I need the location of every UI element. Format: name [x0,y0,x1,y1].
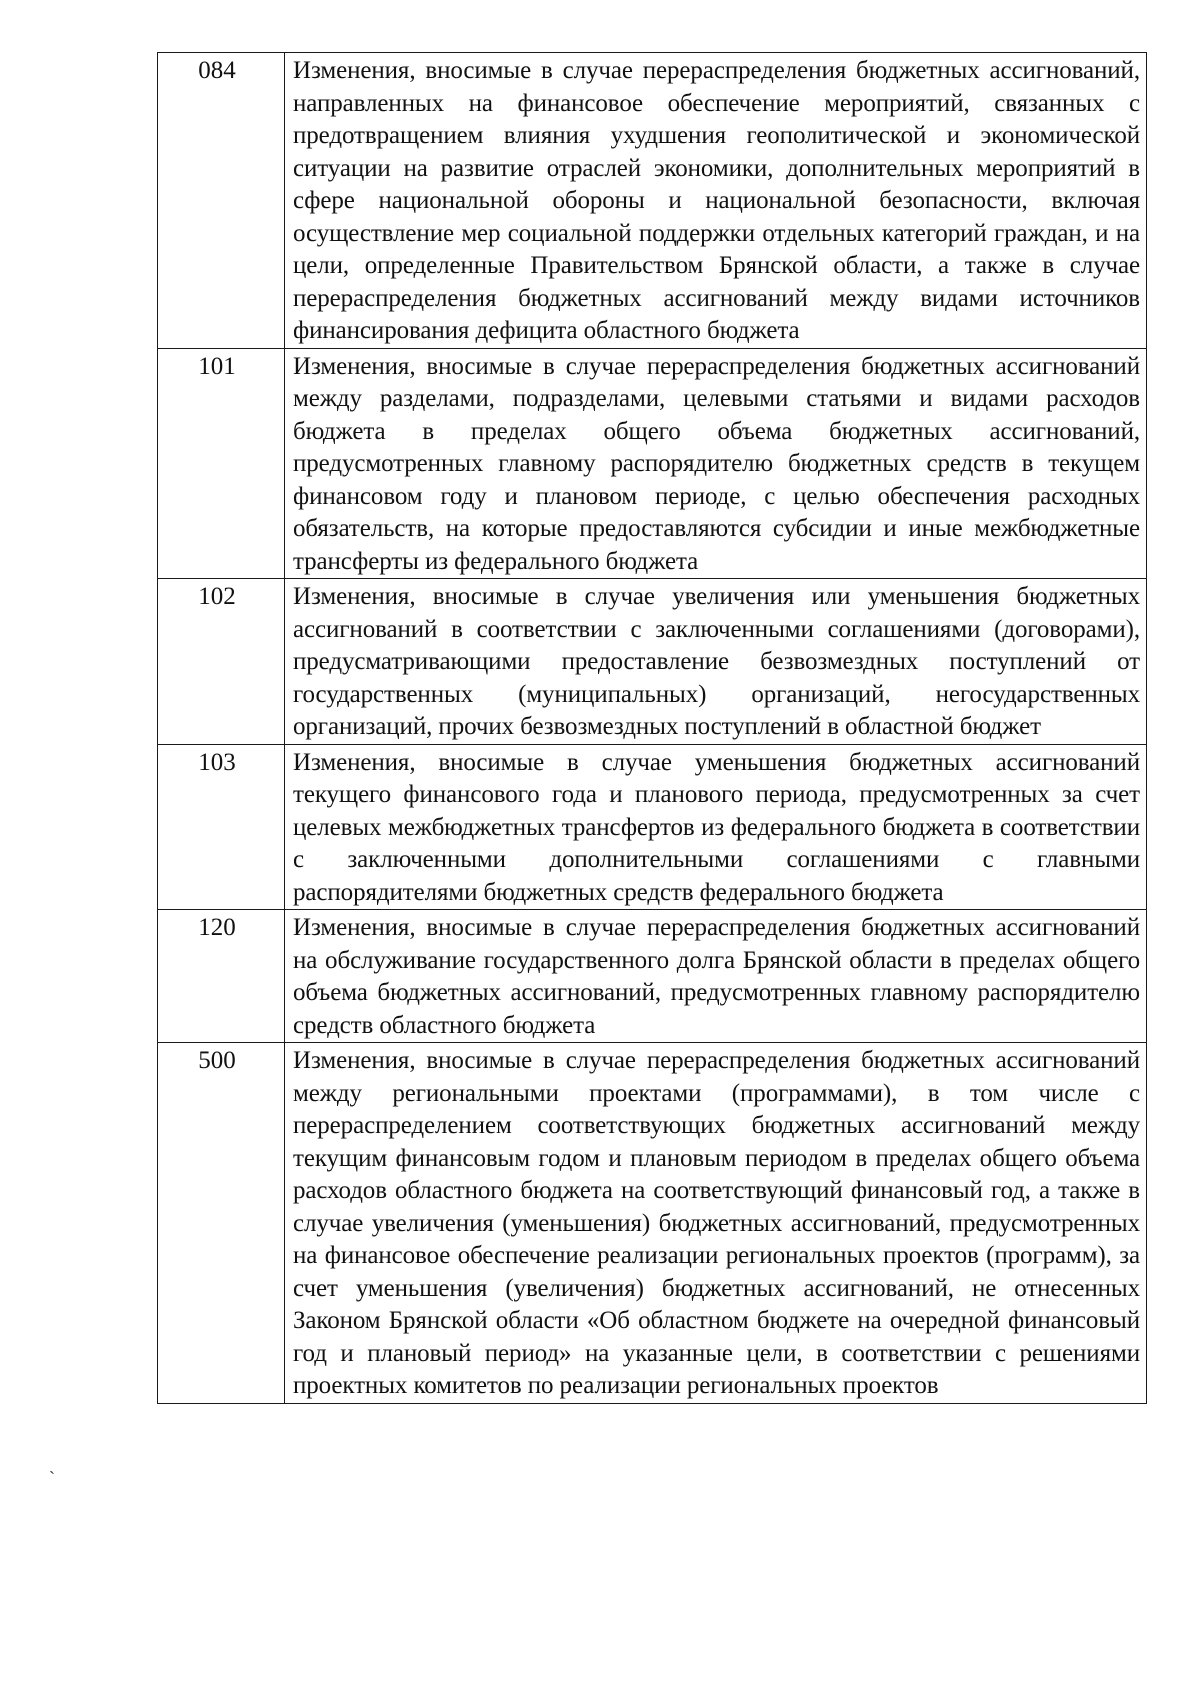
table-row [158,348,1147,579]
table-row [158,53,1147,349]
code-cell: 500 [158,1043,285,1404]
description-cell: Изменения, вносимые в случае перераспределения бюджетных ассигнований между разделами, подразделами, целевыми статьями и видами расходов бюджета в пределах общего объема бюджетных ассигнований, предусмотренных главному распорядителю бюджетных средств в текущем финансовом году и плановом периоде, с целью обеспечения расходных обязательств, на которые предоставляются субсидии и иные межбюджетные трансферты из федерального бюджета [285,348,1147,579]
table-row [158,1043,1147,1404]
budget-codes-table [157,52,1147,1404]
description-cell: Изменения, вносимые в случае уменьшения бюджетных ассигнований текущего финансового года и планового периода, предусмотренных за счет целевых межбюджетных трансфертов из федерального бюджета в соответствии с заключенными дополнительными соглашениями с главными распорядителями бюджетных средств федерального бюджета [285,744,1147,910]
code-cell: 103 [158,744,285,910]
code-cell: 084 [158,53,285,349]
stray-mark: ` [49,1468,55,1488]
description-cell: Изменения, вносимые в случае перераспределения бюджетных ассигнований, направленных на финансовое обеспечение мероприятий, связанных с предотвращением влияния ухудшения геополитической и экономической ситуации на развитие отраслей экономики, дополнительных мероприятий в сфере национальной обороны и национальной безопасности, включая осуществление мер социальной поддержки отдельных категорий граждан, и на цели, определенные Правительством Брянской области, а также в случае перераспределения бюджетных ассигнований между видами источников финансирования дефицита областного бюджета [285,53,1147,349]
code-cell: 102 [158,579,285,745]
description-cell: Изменения, вносимые в случае перераспределения бюджетных ассигнований на обслуживание государственного долга Брянской области в пределах общего объема бюджетных ассигнований, предусмотренных главному распорядителю средств областного бюджета [285,910,1147,1043]
table-row [158,910,1147,1043]
description-cell: Изменения, вносимые в случае увеличения или уменьшения бюджетных ассигнований в соответствии с заключенными соглашениями (договорами), предусматривающими предоставление безвозмездных поступлений от государственных (муниципальных) организаций, негосударственных организаций, прочих безвозмездных поступлений в областной бюджет [285,579,1147,745]
code-cell: 120 [158,910,285,1043]
code-cell: 101 [158,348,285,579]
description-cell: Изменения, вносимые в случае перераспределения бюджетных ассигнований между региональными проектами (программами), в том числе с перераспределением соответствующих бюджетных ассигнований между текущим финансовым годом и плановым периодом в пределах общего объема расходов областного бюджета на соответствующий финансовый год, а также в случае увеличения (уменьшения) бюджетных ассигнований, предусмотренных на финансовое обеспечение реализации региональных проектов (программ), за счет уменьшения (увеличения) бюджетных ассигнований, не отнесенных Законом Брянской области «Об областном бюджете на очередной финансовый год и плановый период» на указанные цели, в соответствии с решениями проектных комитетов по реализации региональных проектов [285,1043,1147,1404]
table-row [158,579,1147,745]
table-row [158,744,1147,910]
